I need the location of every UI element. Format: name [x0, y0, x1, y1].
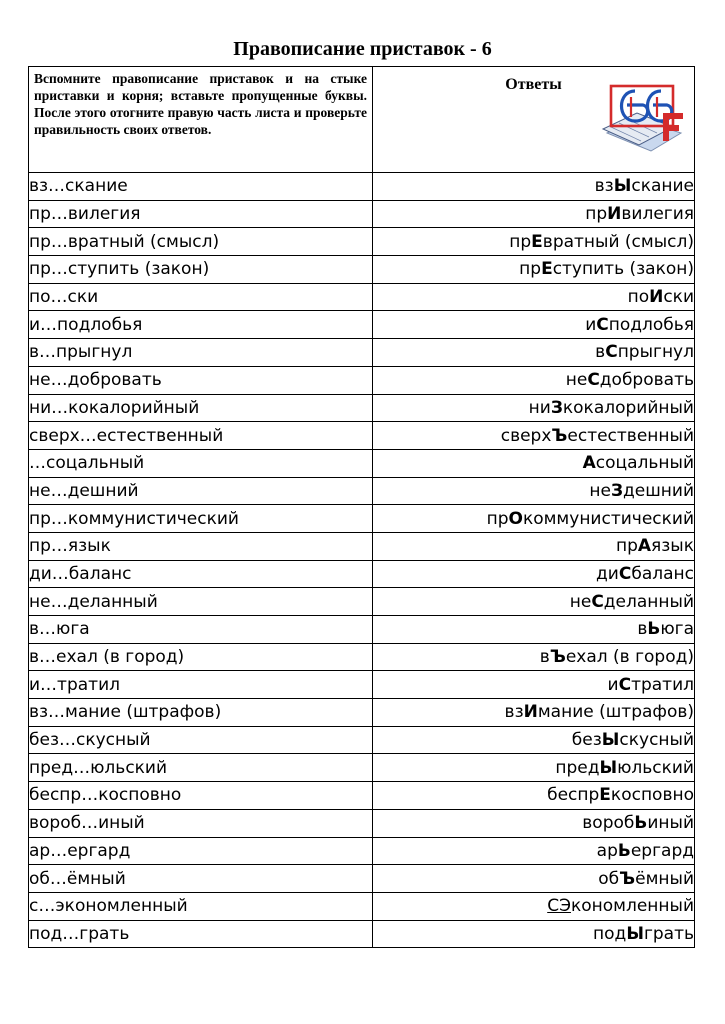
answer-prefix: не — [565, 370, 588, 391]
instructions-cell — [29, 67, 373, 173]
answers-header: Ответы — [505, 76, 562, 93]
question-cell: не…дешний — [29, 477, 373, 505]
answer-cell — [373, 920, 695, 948]
question-cell: вз…мание (штрафов) — [29, 699, 373, 727]
answer-suffix: юга — [660, 619, 694, 640]
table-row — [29, 422, 695, 450]
answer-cell — [373, 892, 695, 920]
table-row — [29, 505, 695, 533]
answer-cell — [373, 837, 695, 865]
table-row — [29, 920, 695, 948]
answer-inserted-letter: Ы — [613, 176, 632, 197]
answer-prefix: пр — [486, 508, 509, 529]
answer-suffix: тратил — [631, 674, 694, 695]
answer-suffix: ёмный — [635, 868, 694, 889]
question-cell: по…ски — [29, 283, 373, 311]
answer-inserted-letter: С — [618, 563, 632, 584]
answer-prefix: ар — [596, 840, 618, 861]
answer-inserted-letter: И — [607, 204, 622, 225]
table-row — [29, 865, 695, 893]
table-row — [29, 256, 695, 284]
answer-cell — [373, 699, 695, 727]
answer-suffix: естественный — [567, 425, 694, 446]
answer-suffix: подлобья — [608, 314, 694, 335]
answer-cell — [373, 449, 695, 477]
question-cell: с…экономленный — [29, 892, 373, 920]
answer-suffix: мание (штрафов) — [537, 702, 694, 723]
answer-inserted-letter: Е — [531, 231, 543, 252]
answer-cell — [373, 671, 695, 699]
table-row — [29, 754, 695, 782]
question-cell: не…деланный — [29, 588, 373, 616]
answer-inserted-letter: Ы — [601, 730, 620, 751]
answer-inserted-letter: Ь — [617, 840, 631, 861]
answer-cell — [373, 173, 695, 201]
answer-cell — [373, 865, 695, 893]
question-cell: ди…баланс — [29, 560, 373, 588]
answer-inserted-letter: С — [596, 314, 609, 335]
answer-prefix: ни — [528, 397, 551, 418]
answer-suffix: деланный — [603, 591, 694, 612]
table-row — [29, 283, 695, 311]
answer-inserted-letter: И — [649, 287, 664, 308]
answer-inserted-letter: Ъ — [549, 647, 566, 668]
question-cell: пр…коммунистический — [29, 505, 373, 533]
question-cell: без…скусный — [29, 726, 373, 754]
answer-prefix: пр — [585, 204, 608, 225]
answer-prefix: пред — [555, 757, 600, 778]
question-cell: ар…ергард — [29, 837, 373, 865]
table-header-row — [29, 67, 695, 173]
answer-suffix: скусный — [619, 730, 694, 751]
answer-cell — [373, 616, 695, 644]
table-row — [29, 532, 695, 560]
answer-cell — [373, 422, 695, 450]
question-cell: …соцальный — [29, 449, 373, 477]
table-row — [29, 699, 695, 727]
table-row — [29, 394, 695, 422]
answers-header-cell — [373, 67, 695, 173]
answer-inserted-letter: Ы — [626, 923, 644, 944]
instructions-text: Вспомните правописание приставок и на стыке приставки и корня; вставьте пропущенные буквы. После этого отогните правую часть листа и проверьте правильность своих ответов. — [34, 71, 367, 137]
table-row — [29, 311, 695, 339]
answer-cell — [373, 726, 695, 754]
question-cell: в…ехал (в город) — [29, 643, 373, 671]
answer-cell — [373, 394, 695, 422]
table-row — [29, 366, 695, 394]
question-cell: в…прыгнул — [29, 339, 373, 367]
question-cell: пр…ступить (закон) — [29, 256, 373, 284]
question-cell: сверх…естественный — [29, 422, 373, 450]
answer-prefix: сверх — [500, 425, 552, 446]
answer-prefix: пр — [519, 259, 542, 280]
answer-prefix: не — [589, 480, 611, 501]
answer-prefix: пр — [509, 231, 532, 252]
answer-cell — [373, 477, 695, 505]
answer-inserted-letter: Ь — [647, 619, 661, 640]
answer-prefix: под — [593, 923, 627, 944]
table-row — [29, 477, 695, 505]
answer-cell — [373, 366, 695, 394]
answer-cell — [373, 754, 695, 782]
question-cell: беспр…косповно — [29, 782, 373, 810]
answer-inserted-letter: С — [605, 342, 618, 363]
answer-suffix: ергард — [630, 840, 694, 861]
answer-suffix: иный — [647, 813, 694, 834]
answer-inserted-letter: З — [550, 397, 563, 418]
table-row — [29, 892, 695, 920]
answer-suffix: вилегия — [621, 204, 694, 225]
answer-prefix: вороб — [582, 813, 635, 834]
answer-inserted-letter: О — [508, 508, 523, 529]
ege-emblem-icon — [597, 83, 685, 155]
answer-inserted-letter: С — [591, 591, 604, 612]
table-row — [29, 560, 695, 588]
answer-cell — [373, 311, 695, 339]
answer-inserted-letter: З — [610, 480, 624, 501]
question-cell: в…юга — [29, 616, 373, 644]
question-cell: пр…вилегия — [29, 200, 373, 228]
answer-prefix: вз — [504, 702, 524, 723]
answer-underlined: СЭ — [547, 896, 571, 917]
answer-cell — [373, 809, 695, 837]
answer-prefix: без — [571, 730, 602, 751]
answer-suffix: баланс — [631, 563, 694, 584]
answer-suffix: ски — [663, 287, 694, 308]
answer-prefix: в — [595, 342, 606, 363]
answer-suffix: коммунистический — [522, 508, 694, 529]
answer-inserted-letter: С — [587, 370, 600, 391]
answer-cell — [373, 588, 695, 616]
answer-suffix: грать — [643, 923, 694, 944]
answer-suffix: юльский — [617, 757, 694, 778]
answer-cell — [373, 256, 695, 284]
question-cell: не…добровать — [29, 366, 373, 394]
answer-prefix: в — [637, 619, 648, 640]
answer-inserted-letter: Е — [599, 785, 611, 806]
question-cell: вз…скание — [29, 173, 373, 201]
answer-inserted-letter: Ъ — [551, 425, 568, 446]
answer-suffix: ехал (в город) — [565, 647, 694, 668]
table-row — [29, 228, 695, 256]
answer-prefix: и — [585, 314, 597, 335]
answer-cell — [373, 532, 695, 560]
answer-prefix: пр — [615, 536, 638, 557]
question-cell: под…грать — [29, 920, 373, 948]
answer-cell — [373, 560, 695, 588]
answer-suffix: косповно — [610, 785, 694, 806]
answer-suffix: дешний — [623, 480, 694, 501]
table-row — [29, 643, 695, 671]
answer-inserted-letter: Ь — [634, 813, 648, 834]
answer-prefix: по — [627, 287, 650, 308]
table-row — [29, 809, 695, 837]
answer-inserted-letter: С — [618, 674, 632, 695]
table-row — [29, 200, 695, 228]
table-row — [29, 339, 695, 367]
answer-inserted-letter: И — [523, 702, 538, 723]
question-cell: пр…язык — [29, 532, 373, 560]
question-cell: и…тратил — [29, 671, 373, 699]
answer-cell — [373, 782, 695, 810]
answer-cell — [373, 283, 695, 311]
answer-prefix: вз — [594, 176, 614, 197]
answer-inserted-letter: А — [582, 453, 596, 474]
question-cell: пред…юльский — [29, 754, 373, 782]
answer-suffix: кономленный — [570, 896, 694, 917]
answer-suffix: язык — [651, 536, 694, 557]
table-row — [29, 616, 695, 644]
answer-suffix: скание — [631, 176, 694, 197]
answer-prefix: беспр — [547, 785, 600, 806]
answer-inserted-letter: Ы — [599, 757, 618, 778]
table-row — [29, 449, 695, 477]
answer-prefix: в — [539, 647, 550, 668]
table-row — [29, 671, 695, 699]
table-row — [29, 782, 695, 810]
question-cell: об…ёмный — [29, 865, 373, 893]
question-cell: и…подлобья — [29, 311, 373, 339]
answer-inserted-letter: А — [637, 536, 652, 557]
answer-suffix: прыгнул — [617, 342, 694, 363]
answer-prefix: и — [607, 674, 619, 695]
answer-cell — [373, 505, 695, 533]
answer-prefix: не — [569, 591, 592, 612]
answer-prefix: ди — [596, 563, 619, 584]
table-row — [29, 837, 695, 865]
answer-inserted-letter: Ъ — [619, 868, 636, 889]
answer-inserted-letter: Е — [541, 259, 553, 280]
answer-suffix: вратный (смысл) — [542, 231, 694, 252]
question-cell: вороб…иный — [29, 809, 373, 837]
table-row — [29, 588, 695, 616]
exercise-table — [28, 66, 695, 948]
answer-suffix: соцальный — [595, 453, 694, 474]
table-row — [29, 726, 695, 754]
question-cell: пр…вратный (смысл) — [29, 228, 373, 256]
answer-cell — [373, 200, 695, 228]
table-row — [29, 173, 695, 201]
answer-suffix: ступить (закон) — [552, 259, 694, 280]
question-cell: ни…кокалорийный — [29, 394, 373, 422]
answer-cell — [373, 339, 695, 367]
answer-suffix: добровать — [599, 370, 694, 391]
answer-cell — [373, 228, 695, 256]
answer-prefix: об — [598, 868, 620, 889]
answer-suffix: кокалорийный — [562, 397, 694, 418]
page-title: Правописание приставок - 6 — [233, 38, 492, 60]
answer-cell — [373, 643, 695, 671]
